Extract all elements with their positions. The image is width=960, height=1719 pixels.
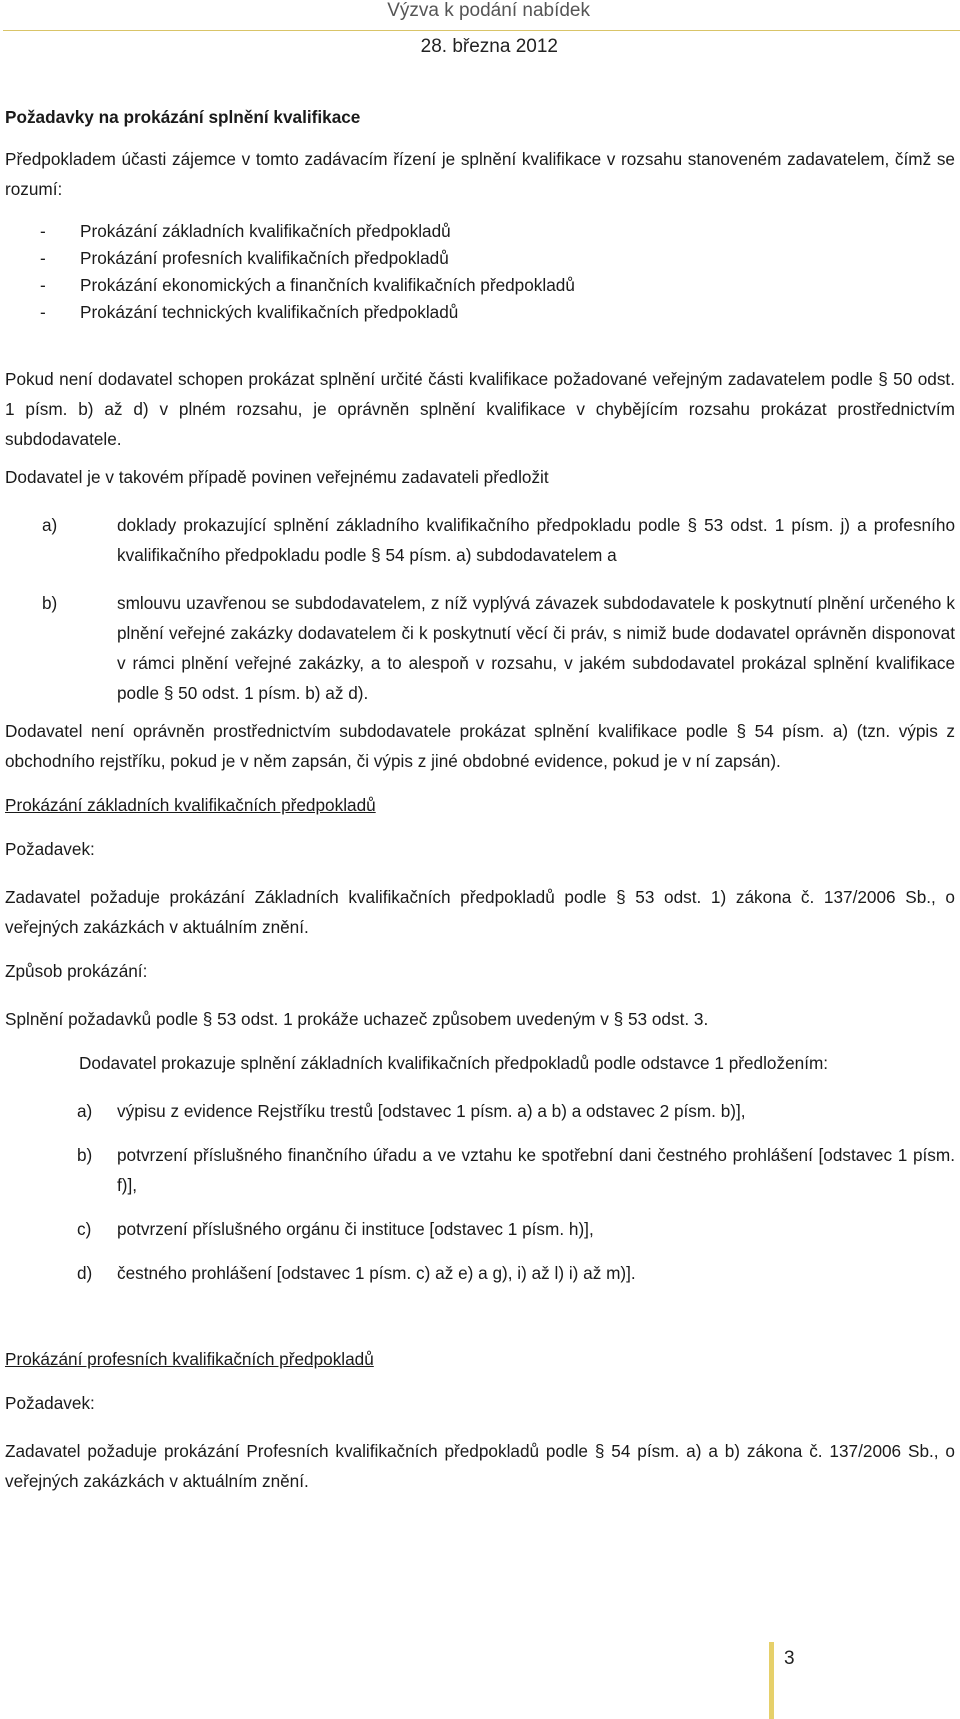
list-item — [5, 510, 955, 570]
list-item — [5, 272, 955, 299]
professional-heading: Prokázání profesních kvalifikačních předpokladů — [5, 1349, 374, 1369]
list-item-text: čestného prohlášení [odstavec 1 písm. c) až e) a g), i) až l) i) až m)]. — [117, 1263, 636, 1283]
section-title: Požadavky na prokázání splnění kvalifikace — [5, 107, 361, 127]
list-marker: a) — [77, 1101, 93, 1121]
obligation-list — [5, 510, 955, 708]
list-item-text: Prokázání technických kvalifikačních předpokladů — [80, 302, 459, 322]
basic-indented-text: Dodavatel prokazuje splnění základních kvalifikačních předpokladů podle odstavce 1 předložením: — [79, 1053, 829, 1073]
list-item — [5, 218, 955, 245]
professional-requirement-label: Požadavek: — [5, 1393, 95, 1413]
list-item-text: smlouvu uzavřenou se subdodavatelem, z níž vyplývá závazek subdodavatele k poskytnutí plnění určeného k plnění veřejné zakázky dodavatelem či k poskytnutí věcí či práv, s nimiž bude dodavatel oprávněn disponovat v rámci plnění veřejné zakázky, a to alespoň v rozsahu, v jakém subdodavatel prokázal splnění kvalifikace podle § 50 odst. 1 písm. b) až d). — [117, 593, 955, 703]
list-marker: b) — [42, 593, 58, 613]
basic-requirement-label: Požadavek: — [5, 839, 95, 859]
dash-marker: - — [40, 221, 46, 241]
intro-paragraph: Předpokladem účasti zájemce v tomto zadávacím řízení je splnění kvalifikace v rozsahu stanoveném zadavatelem, čímž se rozumí: — [5, 149, 955, 199]
list-item-text: Prokázání ekonomických a finančních kvalifikačních předpokladů — [80, 275, 575, 295]
list-item — [5, 245, 955, 272]
dash-marker: - — [40, 248, 46, 268]
list-item-text: potvrzení příslušného finančního úřadu a ve vztahu ke spotřební dani čestného prohlášení [odstavec 1 písm. f)], — [117, 1145, 955, 1195]
list-item — [5, 1258, 955, 1288]
list-marker: a) — [42, 515, 58, 535]
basic-items-list — [5, 1096, 955, 1288]
professional-requirement-text: Zadavatel požaduje prokázání Profesních kvalifikačních předpokladů podle § 54 písm. a) a b) zákona č. 137/2006 Sb., o veřejných zakázkách v aktuálním znění. — [5, 1441, 955, 1491]
header-date: 28. března 2012 — [420, 36, 558, 57]
header-rule — [3, 30, 960, 31]
list-item — [5, 299, 955, 326]
basic-requirement-text: Zadavatel požaduje prokázání Základních kvalifikačních předpokladů podle § 53 odst. 1) zákona č. 137/2006 Sb., o veřejných zakázkách v aktuálním znění. — [5, 887, 955, 937]
page-number: 3 — [784, 1648, 795, 1669]
list-item-text: potvrzení příslušného orgánu či instituce [odstavec 1 písm. h)], — [117, 1219, 594, 1239]
list-item — [5, 1096, 955, 1126]
dash-marker: - — [40, 275, 46, 295]
list-item-text: Prokázání profesních kvalifikačních předpokladů — [80, 248, 449, 268]
basic-heading: Prokázání základních kvalifikačních předpokladů — [5, 795, 376, 815]
list-item — [5, 1214, 955, 1244]
list-item-text: výpisu z evidence Rejstříku trestů [odstavec 1 písm. a) a b) a odstavec 2 písm. b)], — [117, 1101, 746, 1121]
list-item-text: Prokázání základních kvalifikačních předpokladů — [80, 221, 451, 241]
footer-rule — [769, 1642, 774, 1719]
basic-method-label: Způsob prokázání: — [5, 961, 148, 981]
list-item-text: doklady prokazující splnění základního kvalifikačního předpokladu podle § 53 odst. 1 písm. j) a profesního kvalifikačního předpokladu podle § 54 písm. a) subdodavatelem a — [117, 515, 955, 565]
document-body — [5, 102, 955, 1496]
list-item — [5, 1140, 955, 1200]
subcontractor-paragraph: Pokud není dodavatel schopen prokázat splnění určité části kvalifikace požadované veřejným zadavatelem podle § 50 odst. 1 písm. b) až d) v plném rozsahu, je oprávněn splnění kvalifikace v chybějícím rozsahu prokázat prostřednictvím subdodavatele. — [5, 369, 955, 449]
list-item — [5, 588, 955, 708]
obligation-paragraph: Dodavatel je v takovém případě povinen veřejnému zadavateli předložit — [5, 467, 549, 487]
basic-method-text: Splnění požadavků podle § 53 odst. 1 prokáže uchazeč způsobem uvedeným v § 53 odst. 3. — [5, 1009, 709, 1029]
list-marker: b) — [77, 1145, 93, 1165]
header-title: Výzva k podání nabídek — [387, 0, 590, 21]
not-allowed-paragraph: Dodavatel není oprávněn prostřednictvím subdodavatele prokázat splnění kvalifikace podle § 54 písm. a) (tzn. výpis z obchodního rejstříku, pokud je v něm zapsán, či výpis z jiné obdobné evidence, pokud je v ní zapsán). — [5, 721, 955, 771]
list-marker: d) — [77, 1263, 93, 1283]
dash-marker: - — [40, 302, 46, 322]
qualification-list — [5, 218, 955, 326]
list-marker: c) — [77, 1219, 92, 1239]
